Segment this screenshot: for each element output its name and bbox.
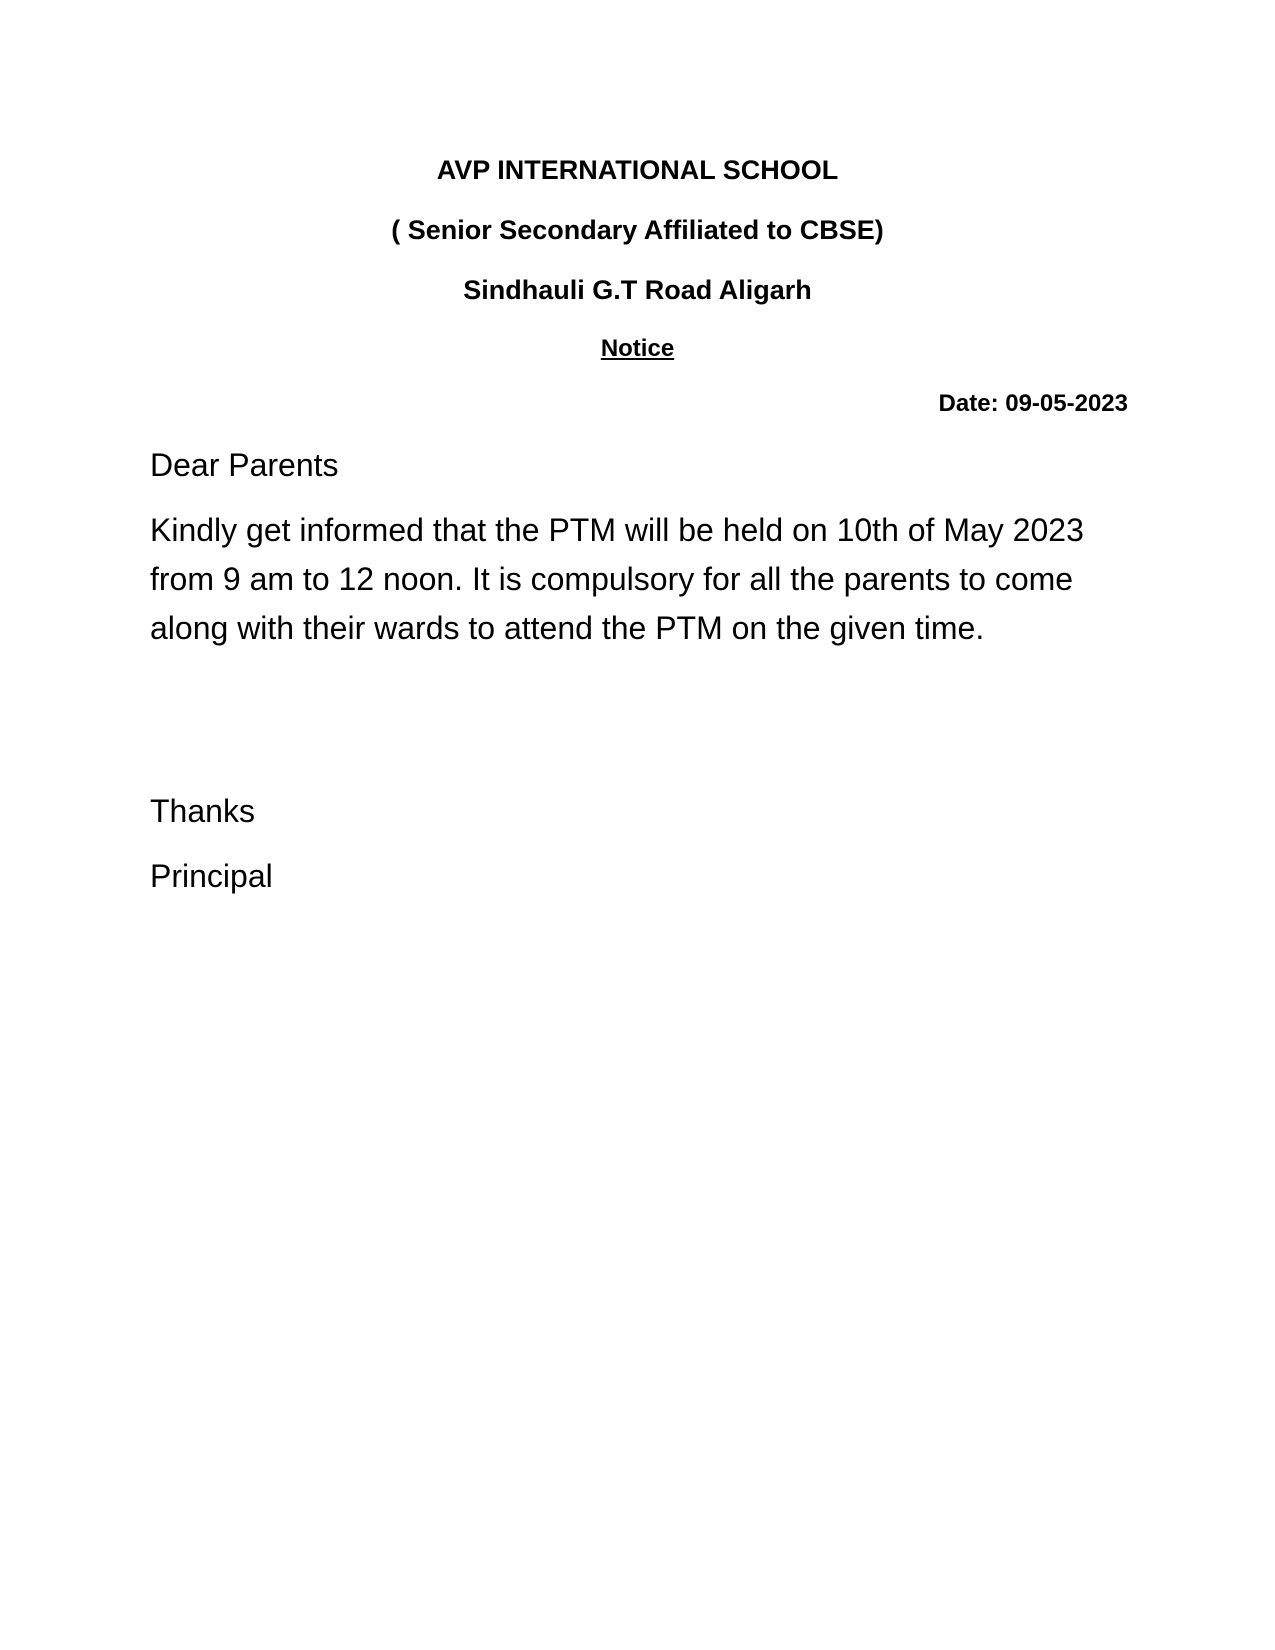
signatory: Principal [150, 858, 273, 894]
school-affiliation: ( Senior Secondary Affiliated to CBSE) [391, 215, 884, 245]
notice-date: Date: 09-05-2023 [938, 390, 1128, 417]
notice-title: Notice [600, 335, 675, 362]
salutation: Dear Parents [150, 447, 339, 483]
school-address: Sindhauli G.T Road Aligarh [463, 275, 812, 305]
notice-body: Kindly get informed that the PTM will be held on 10th of May 2023 from 9 am to 12 noon. It is compulsory for all the parents to come along with their wards to attend the PTM on the given time. [150, 512, 1084, 646]
school-name: AVP INTERNATIONAL SCHOOL [436, 155, 839, 185]
closing: Thanks [150, 793, 255, 829]
